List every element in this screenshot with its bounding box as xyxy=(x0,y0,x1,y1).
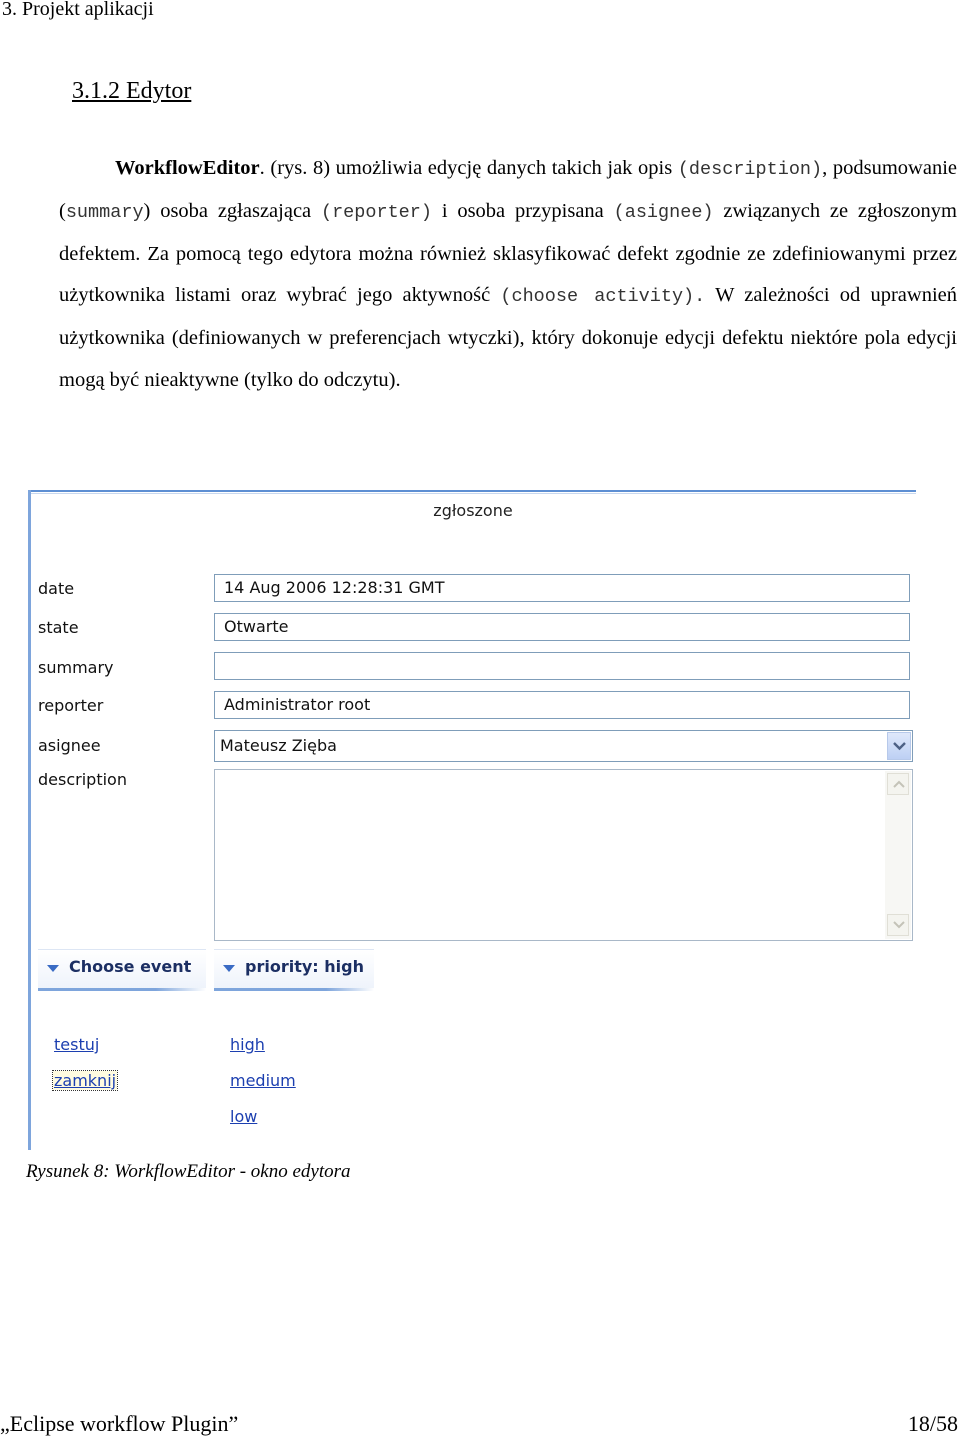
description-scrollbar[interactable] xyxy=(885,771,911,939)
editor-top-border-shade xyxy=(28,493,916,494)
text-run: ) osoba zgłaszająca xyxy=(143,199,321,222)
code-description: (description) xyxy=(677,159,823,180)
paragraph xyxy=(59,148,957,402)
asignee-value: Mateusz Zięba xyxy=(220,736,337,755)
choose-event-section-header[interactable] xyxy=(38,949,206,991)
scroll-down-button[interactable] xyxy=(887,914,909,936)
chevron-up-icon xyxy=(893,780,905,788)
date-field[interactable] xyxy=(214,574,910,602)
editor-title: zgłoszone xyxy=(433,501,513,520)
code-reporter: (reporter) xyxy=(320,201,432,223)
editor-top-border xyxy=(28,490,916,492)
code-asignee: (asignee) xyxy=(613,201,714,223)
priority-section-header[interactable] xyxy=(214,949,374,991)
asignee-select[interactable] xyxy=(214,730,913,762)
text-run: i osoba przypisana xyxy=(432,199,614,222)
text-run: . (rys. 8) umożliwia edycję danych takich jak opis xyxy=(259,157,678,179)
workflow-editor-term: WorkflowEditor xyxy=(115,157,260,179)
summary-label: summary xyxy=(38,658,114,677)
expand-triangle-icon xyxy=(222,964,236,973)
priority-link-low[interactable]: low xyxy=(230,1107,258,1126)
expand-triangle-icon xyxy=(46,964,60,973)
text-run: związanych ze zgłoszonym defektem. Za pomocą tego edytora można również sklasyfikować defekt zgodnie ze zdefiniowanymi przez użytkownika listami oraz wybrać jego aktywność xyxy=(59,199,957,307)
chevron-down-icon xyxy=(893,741,906,751)
description-textarea[interactable] xyxy=(214,769,913,941)
workflow-editor-screenshot xyxy=(28,490,918,1150)
chevron-down-icon xyxy=(893,921,905,929)
event-link-zamknij[interactable]: zamknij xyxy=(54,1071,117,1090)
scroll-up-button[interactable] xyxy=(887,773,909,795)
summary-field[interactable] xyxy=(214,652,910,680)
choose-event-title: Choose event xyxy=(69,957,192,976)
footer-title: „Eclipse workflow Plugin” xyxy=(0,1411,239,1436)
code-choose-activity: (choose activity). xyxy=(500,286,706,308)
editor-left-border xyxy=(28,490,31,1150)
code-summary: summary xyxy=(65,201,144,223)
figure-caption: Rysunek 8: WorkflowEditor - okno edytora xyxy=(26,1161,351,1182)
priority-link-high[interactable]: high xyxy=(230,1035,265,1054)
page-number: 18/58 xyxy=(907,1411,958,1436)
reporter-value: Administrator root xyxy=(224,695,371,714)
section-heading: 3.1.2 Edytor xyxy=(72,78,192,104)
reporter-field[interactable] xyxy=(214,691,910,719)
date-value: 14 Aug 2006 12:28:31 GMT xyxy=(224,578,445,597)
text-run: W zależności od uprawnień użytkownika (definiowanych w preferencjach wtyczki), który dokonuje edycji defektu niektóre pola edycji mogą być nieaktywne (tylko do odczytu). xyxy=(59,284,957,391)
priority-link-medium[interactable]: medium xyxy=(230,1071,296,1090)
section-header-underline xyxy=(38,988,206,991)
text-run: , podsumowanie ( xyxy=(59,157,957,222)
event-link-testuj[interactable]: testuj xyxy=(54,1035,100,1054)
reporter-label: reporter xyxy=(38,696,104,715)
section-header-underline xyxy=(214,988,374,991)
running-header: 3. Projekt aplikacji xyxy=(2,0,154,20)
body-paragraph xyxy=(59,148,957,402)
priority-title: priority: high xyxy=(245,957,364,976)
description-label: description xyxy=(38,770,127,789)
asignee-dropdown-button[interactable] xyxy=(887,732,911,760)
state-value: Otwarte xyxy=(224,617,289,636)
asignee-label: asignee xyxy=(38,736,101,755)
state-label: state xyxy=(38,618,79,637)
state-field[interactable] xyxy=(214,613,910,641)
date-label: date xyxy=(38,579,75,598)
